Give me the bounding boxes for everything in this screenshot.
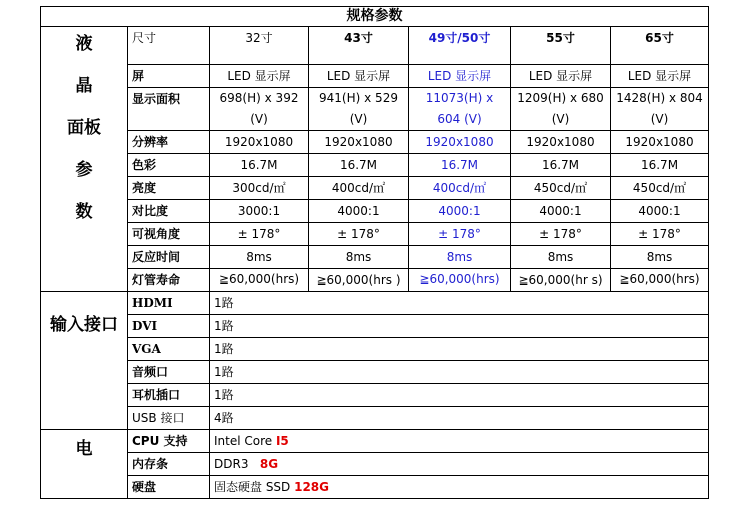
spec-row xyxy=(41,177,709,200)
spec-cell: ± 178° xyxy=(611,223,709,246)
spec-cell: 16.7M xyxy=(409,154,511,177)
row-label: 反应时间 xyxy=(128,246,210,269)
row-label: 灯管寿命 xyxy=(128,269,210,292)
spec-row xyxy=(41,223,709,246)
spec-cell: DDR3 8G xyxy=(210,453,709,476)
spec-table xyxy=(40,6,709,499)
spec-cell: 1路 xyxy=(210,292,709,315)
spec-cell: 1路 xyxy=(210,361,709,384)
spec-cell: ± 178° xyxy=(309,223,409,246)
spec-cell: 8ms xyxy=(409,246,511,269)
spec-cell: 4路 xyxy=(210,407,709,430)
highlight-value: 128G xyxy=(294,480,330,494)
spec-cell: 698(H) x 392 (V) xyxy=(210,88,309,131)
spec-row xyxy=(41,88,709,131)
spec-cell: 450cd/㎡ xyxy=(511,177,611,200)
spec-cell: 4000:1 xyxy=(309,200,409,223)
row-label: CPU 支持 xyxy=(128,430,210,453)
spec-cell: LED 显示屏 xyxy=(611,65,709,88)
highlight-value: I5 xyxy=(275,434,289,448)
row-label: VGA xyxy=(128,338,210,361)
spec-cell: 8ms xyxy=(611,246,709,269)
spec-cell: ≧60,000(hrs) xyxy=(409,269,511,292)
spec-cell: ± 178° xyxy=(511,223,611,246)
spec-cell: 400cd/㎡ xyxy=(309,177,409,200)
spec-cell: 300cd/㎡ xyxy=(210,177,309,200)
row-label: 屏 xyxy=(128,65,210,88)
page-title: 规格参数 xyxy=(41,7,709,27)
row-label: 内存条 xyxy=(128,453,210,476)
row-label: 亮度 xyxy=(128,177,210,200)
highlight-value: 8G xyxy=(259,457,279,471)
row-label: 分辨率 xyxy=(128,131,210,154)
size-header: 49寸/50寸 xyxy=(409,27,511,65)
spec-cell: 1920x1080 xyxy=(309,131,409,154)
row-label: USB 接口 xyxy=(128,407,210,430)
spec-cell: 1路 xyxy=(210,338,709,361)
row-label: HDMI xyxy=(128,292,210,315)
spec-cell: 8ms xyxy=(511,246,611,269)
io-group-label: 输入接口 xyxy=(41,292,128,430)
spec-row xyxy=(41,269,709,292)
spec-cell: 4000:1 xyxy=(611,200,709,223)
spec-cell: 1920x1080 xyxy=(511,131,611,154)
spec-cell: 1428(H) x 804 (V) xyxy=(611,88,709,131)
row-label: 对比度 xyxy=(128,200,210,223)
row-label: 显示面积 xyxy=(128,88,210,131)
spec-row xyxy=(41,154,709,177)
spec-cell: ≧60,000(hrs) xyxy=(611,269,709,292)
row-label: DVI xyxy=(128,315,210,338)
row-label: 耳机插口 xyxy=(128,384,210,407)
spec-cell: 8ms xyxy=(309,246,409,269)
size-header: 32寸 xyxy=(210,27,309,65)
spec-cell: ≧60,000(hrs ) xyxy=(309,269,409,292)
row-label: 硬盘 xyxy=(128,476,210,499)
spec-cell: 固态硬盘 SSD 128G xyxy=(210,476,709,499)
size-label: 尺寸 xyxy=(128,27,210,65)
spec-cell: ± 178° xyxy=(409,223,511,246)
size-header: 55寸 xyxy=(511,27,611,65)
spec-cell: LED 显示屏 xyxy=(511,65,611,88)
spec-cell: ≧60,000(hrs) xyxy=(210,269,309,292)
spec-row xyxy=(41,246,709,269)
spec-row xyxy=(41,65,709,88)
size-header: 65寸 xyxy=(611,27,709,65)
spec-cell: ± 178° xyxy=(210,223,309,246)
row-label: 可视角度 xyxy=(128,223,210,246)
spec-cell: 1路 xyxy=(210,315,709,338)
spec-cell: 16.7M xyxy=(511,154,611,177)
spec-cell: 1920x1080 xyxy=(409,131,511,154)
spec-row xyxy=(41,131,709,154)
spec-cell: 16.7M xyxy=(611,154,709,177)
spec-cell: LED 显示屏 xyxy=(210,65,309,88)
lcd-group-label: 液 晶 面板 参 数 xyxy=(41,27,128,292)
spec-cell: 1路 xyxy=(210,384,709,407)
spec-cell: 1920x1080 xyxy=(611,131,709,154)
spec-cell: 3000:1 xyxy=(210,200,309,223)
size-header: 43寸 xyxy=(309,27,409,65)
spec-cell: 16.7M xyxy=(210,154,309,177)
pc-group-label: 电 xyxy=(41,430,128,499)
spec-cell: 16.7M xyxy=(309,154,409,177)
spec-cell: 11073(H) x 604 (V) xyxy=(409,88,511,131)
spec-cell: 4000:1 xyxy=(511,200,611,223)
row-label: 音频口 xyxy=(128,361,210,384)
spec-row xyxy=(41,200,709,223)
spec-cell: LED 显示屏 xyxy=(409,65,511,88)
spec-cell: 4000:1 xyxy=(409,200,511,223)
spec-cell: 941(H) x 529 (V) xyxy=(309,88,409,131)
spec-cell: LED 显示屏 xyxy=(309,65,409,88)
spec-cell: 450cd/㎡ xyxy=(611,177,709,200)
row-label: 色彩 xyxy=(128,154,210,177)
spec-cell: 8ms xyxy=(210,246,309,269)
spec-cell: 400cd/㎡ xyxy=(409,177,511,200)
spec-cell: 1920x1080 xyxy=(210,131,309,154)
spec-cell: ≧60,000(hr s) xyxy=(511,269,611,292)
spec-cell: Intel Core I5 xyxy=(210,430,709,453)
spec-cell: 1209(H) x 680 (V) xyxy=(511,88,611,131)
